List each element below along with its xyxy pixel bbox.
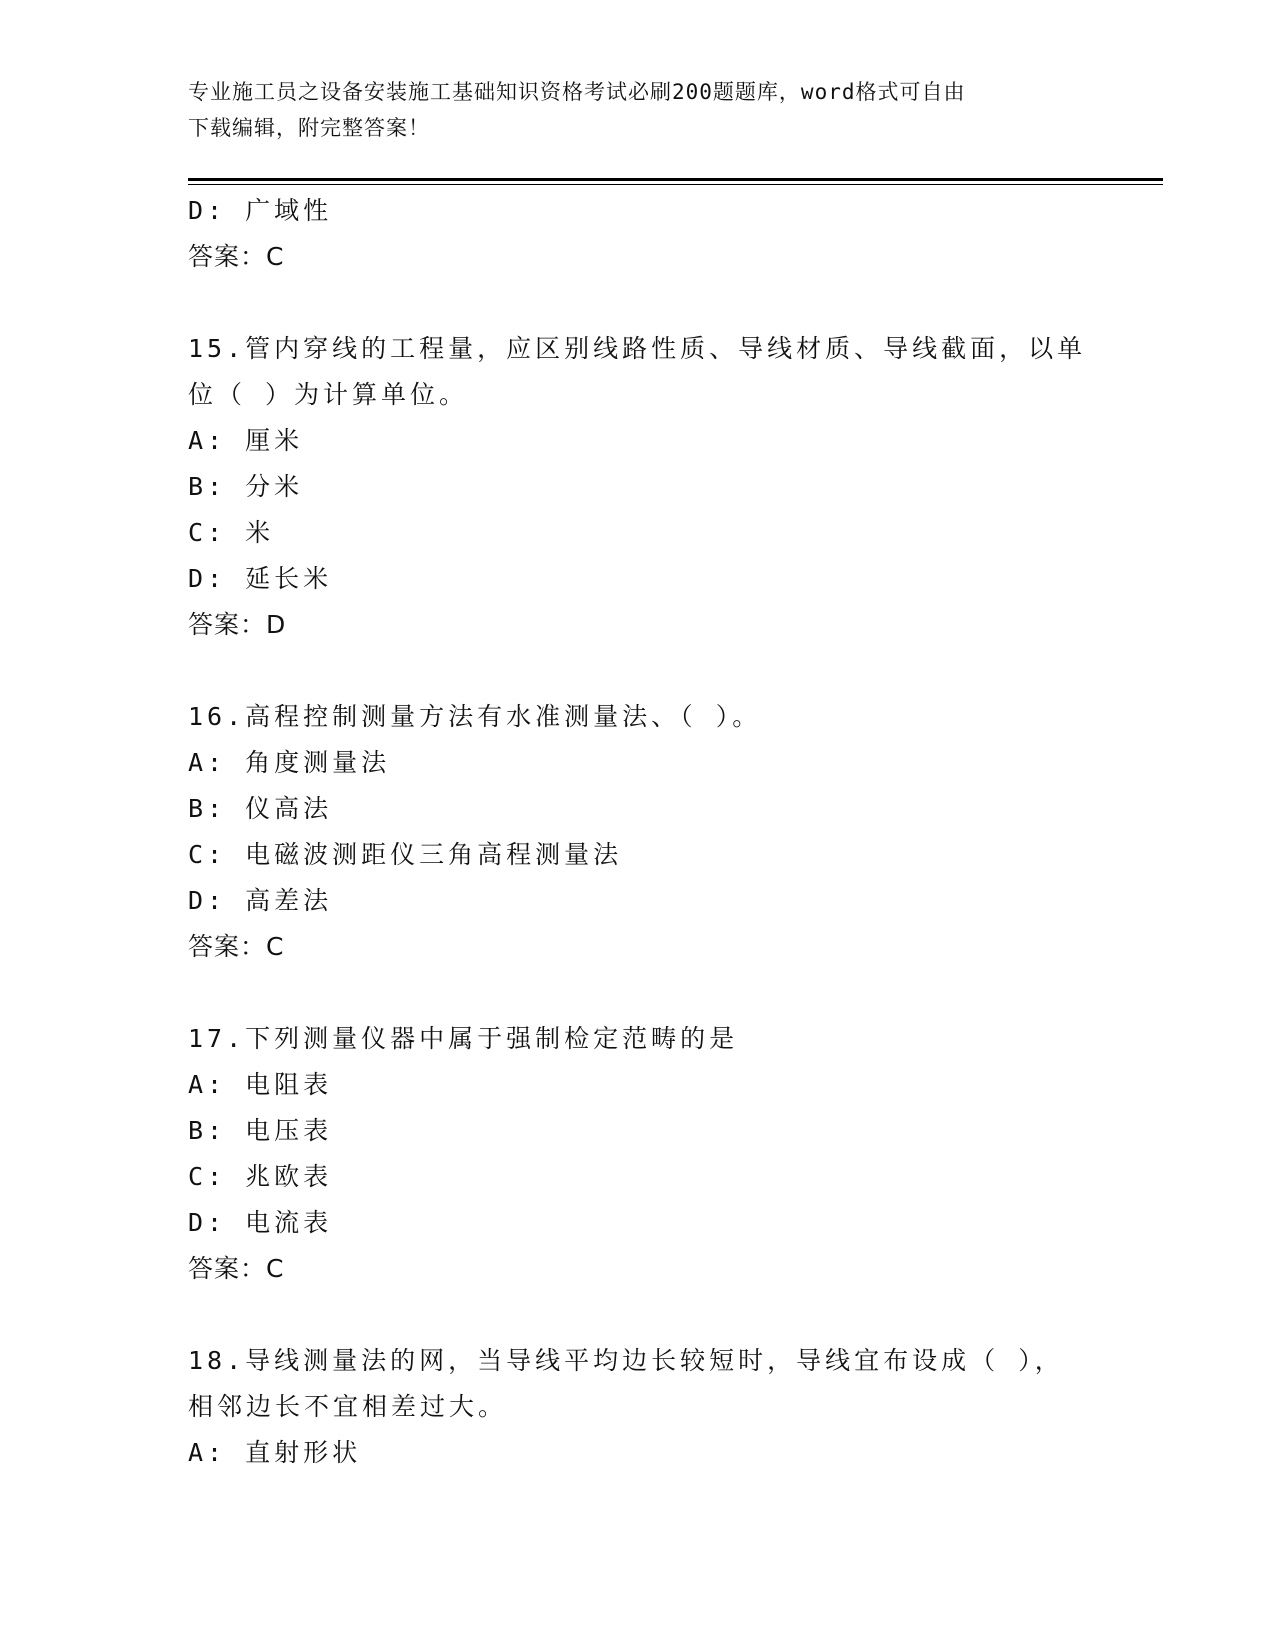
option-d: D: 延长米 [188, 564, 333, 593]
option-a: A: 直射形状 [188, 1438, 362, 1467]
option-a: A: 角度测量法 [188, 748, 391, 777]
option-b: B: 电压表 [188, 1116, 333, 1145]
question-stem: 16.高程控制测量方法有水准测量法、（ ）。 [188, 702, 762, 731]
option-a: A: 厘米 [188, 426, 304, 455]
header-line-1: 专业施工员之设备安装施工基础知识资格考试必刷200题题库，word格式可自由 [188, 80, 966, 104]
answer-line: 答案：C [188, 932, 285, 961]
header-divider-thick [188, 178, 1163, 181]
option-d: D: 电流表 [188, 1208, 333, 1237]
question-stem-continued: 相邻边长不宜相差过大。 [188, 1392, 508, 1421]
spacer [188, 280, 1128, 326]
option-a: A: 电阻表 [188, 1070, 333, 1099]
option-c: C: 米 [188, 518, 275, 547]
question-16 [188, 694, 1128, 970]
option-b: B: 分米 [188, 472, 304, 501]
option-c: C: 兆欧表 [188, 1162, 333, 1191]
answer-line: 答案：D [188, 610, 287, 639]
question-stem: 17.下列测量仪器中属于强制检定范畴的是 [188, 1024, 739, 1053]
question-17 [188, 1016, 1128, 1292]
question-15 [188, 326, 1128, 648]
spacer [188, 1292, 1128, 1338]
answer-line: 答案：C [188, 242, 285, 271]
document-header [188, 74, 1088, 146]
question-list [188, 188, 1128, 1476]
question-stem: 18.导线测量法的网，当导线平均边长较短时，导线宜布设成（ ）， [188, 1346, 1064, 1375]
spacer [188, 970, 1128, 1016]
option-b: B: 仪高法 [188, 794, 333, 823]
question-stem-continued: 位（ ）为计算单位。 [188, 380, 469, 409]
answer-line: 答案：C [188, 1254, 285, 1283]
question-14-tail [188, 188, 1128, 280]
option-d: D: 广域性 [188, 196, 333, 225]
spacer [188, 648, 1128, 694]
option-c: C: 电磁波测距仪三角高程测量法 [188, 840, 623, 869]
question-18 [188, 1338, 1128, 1476]
question-stem: 15.管内穿线的工程量，应区别线路性质、导线材质、导线截面，以单 [188, 334, 1087, 363]
option-d: D: 高差法 [188, 886, 333, 915]
header-divider-thin [188, 184, 1163, 185]
header-line-2: 下载编辑，附完整答案！ [188, 116, 430, 140]
